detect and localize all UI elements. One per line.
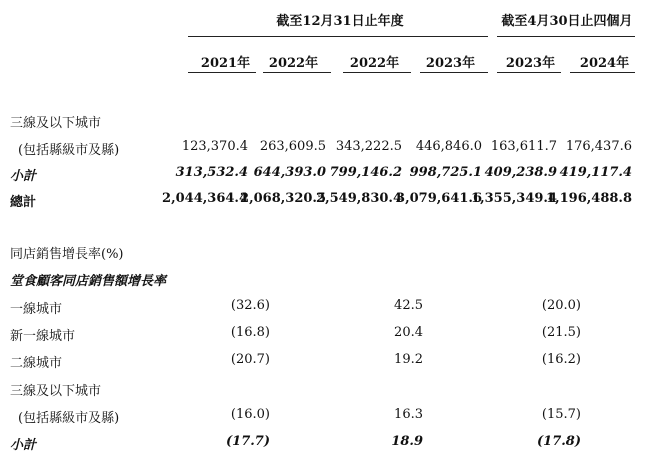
cell: 998,725.1 <box>409 165 482 180</box>
cell: (16.8) <box>230 325 270 340</box>
year-underline-4 <box>420 72 488 73</box>
row-label-total: 總計 <box>10 195 37 210</box>
year-underline-5 <box>497 72 561 73</box>
cell: 2,044,364.4 <box>162 191 248 206</box>
cell: (21.5) <box>541 325 581 340</box>
cell: (32.6) <box>230 298 270 313</box>
year-header-6: 2024年 <box>579 56 630 71</box>
growth-row-label: 一線城市 <box>10 302 63 317</box>
year-underline-6 <box>570 72 635 73</box>
cell: 1,355,349.4 <box>471 191 557 206</box>
cell: 409,238.9 <box>484 165 557 180</box>
header-group-interim: 截至4月30日止四個月 <box>501 14 633 29</box>
growth-row-label: 新一線城市 <box>10 329 76 344</box>
year-header-4: 2023年 <box>425 56 476 71</box>
cell: (16.2) <box>541 352 581 367</box>
cell: 123,370.4 <box>181 139 248 154</box>
cell: 799,146.2 <box>329 165 402 180</box>
cell: (17.8) <box>537 434 581 449</box>
growth-row-label: 二線城市 <box>10 356 63 371</box>
cell: 419,117.4 <box>559 165 632 180</box>
growth-title: 同店銷售增長率(%) <box>10 247 124 262</box>
row-label-tier3: 三線及以下城市 <box>10 116 102 131</box>
header-group-interim-underline <box>497 36 635 37</box>
year-header-2: 2022年 <box>268 56 319 71</box>
cell: 176,437.6 <box>565 139 632 154</box>
header-group-annual-underline <box>188 36 488 37</box>
growth-row-label: 三線及以下城市 <box>10 384 102 399</box>
cell: (20.7) <box>230 352 270 367</box>
cell: 42.5 <box>394 298 423 313</box>
cell: 16.3 <box>394 407 423 422</box>
year-underline-2 <box>263 72 331 73</box>
growth-row-label-subtotal: 小計 <box>10 438 37 453</box>
cell: 1,196,488.8 <box>546 191 632 206</box>
year-header-1: 2021年 <box>200 56 251 71</box>
header-group-annual: 截至12月31日止年度 <box>276 14 404 29</box>
cell: (16.0) <box>230 407 270 422</box>
cell: 18.9 <box>391 434 423 449</box>
cell: (15.7) <box>541 407 581 422</box>
cell: 313,532.4 <box>175 165 248 180</box>
cell: 163,611.7 <box>490 139 557 154</box>
growth-subtitle: 堂食顧客同店銷售額增長率 <box>10 274 167 289</box>
cell: 2,068,320.5 <box>240 191 326 206</box>
row-label-tier3-sub: (包括縣級市及縣) <box>18 143 120 158</box>
growth-row-label: (包括縣級市及縣) <box>18 411 120 426</box>
cell: (20.0) <box>541 298 581 313</box>
cell: (17.7) <box>226 434 270 449</box>
year-header-3: 2022年 <box>349 56 400 71</box>
year-header-5: 2023年 <box>505 56 556 71</box>
cell: 2,549,830.4 <box>316 191 402 206</box>
row-label-subtotal: 小計 <box>10 169 37 184</box>
year-underline-3 <box>343 72 411 73</box>
cell: 263,609.5 <box>259 139 326 154</box>
year-underline-1 <box>188 72 256 73</box>
cell: 3,079,641.6 <box>396 191 482 206</box>
cell: 644,393.0 <box>253 165 326 180</box>
cell: 20.4 <box>394 325 423 340</box>
cell: 446,846.0 <box>415 139 482 154</box>
cell: 343,222.5 <box>335 139 402 154</box>
cell: 19.2 <box>394 352 423 367</box>
